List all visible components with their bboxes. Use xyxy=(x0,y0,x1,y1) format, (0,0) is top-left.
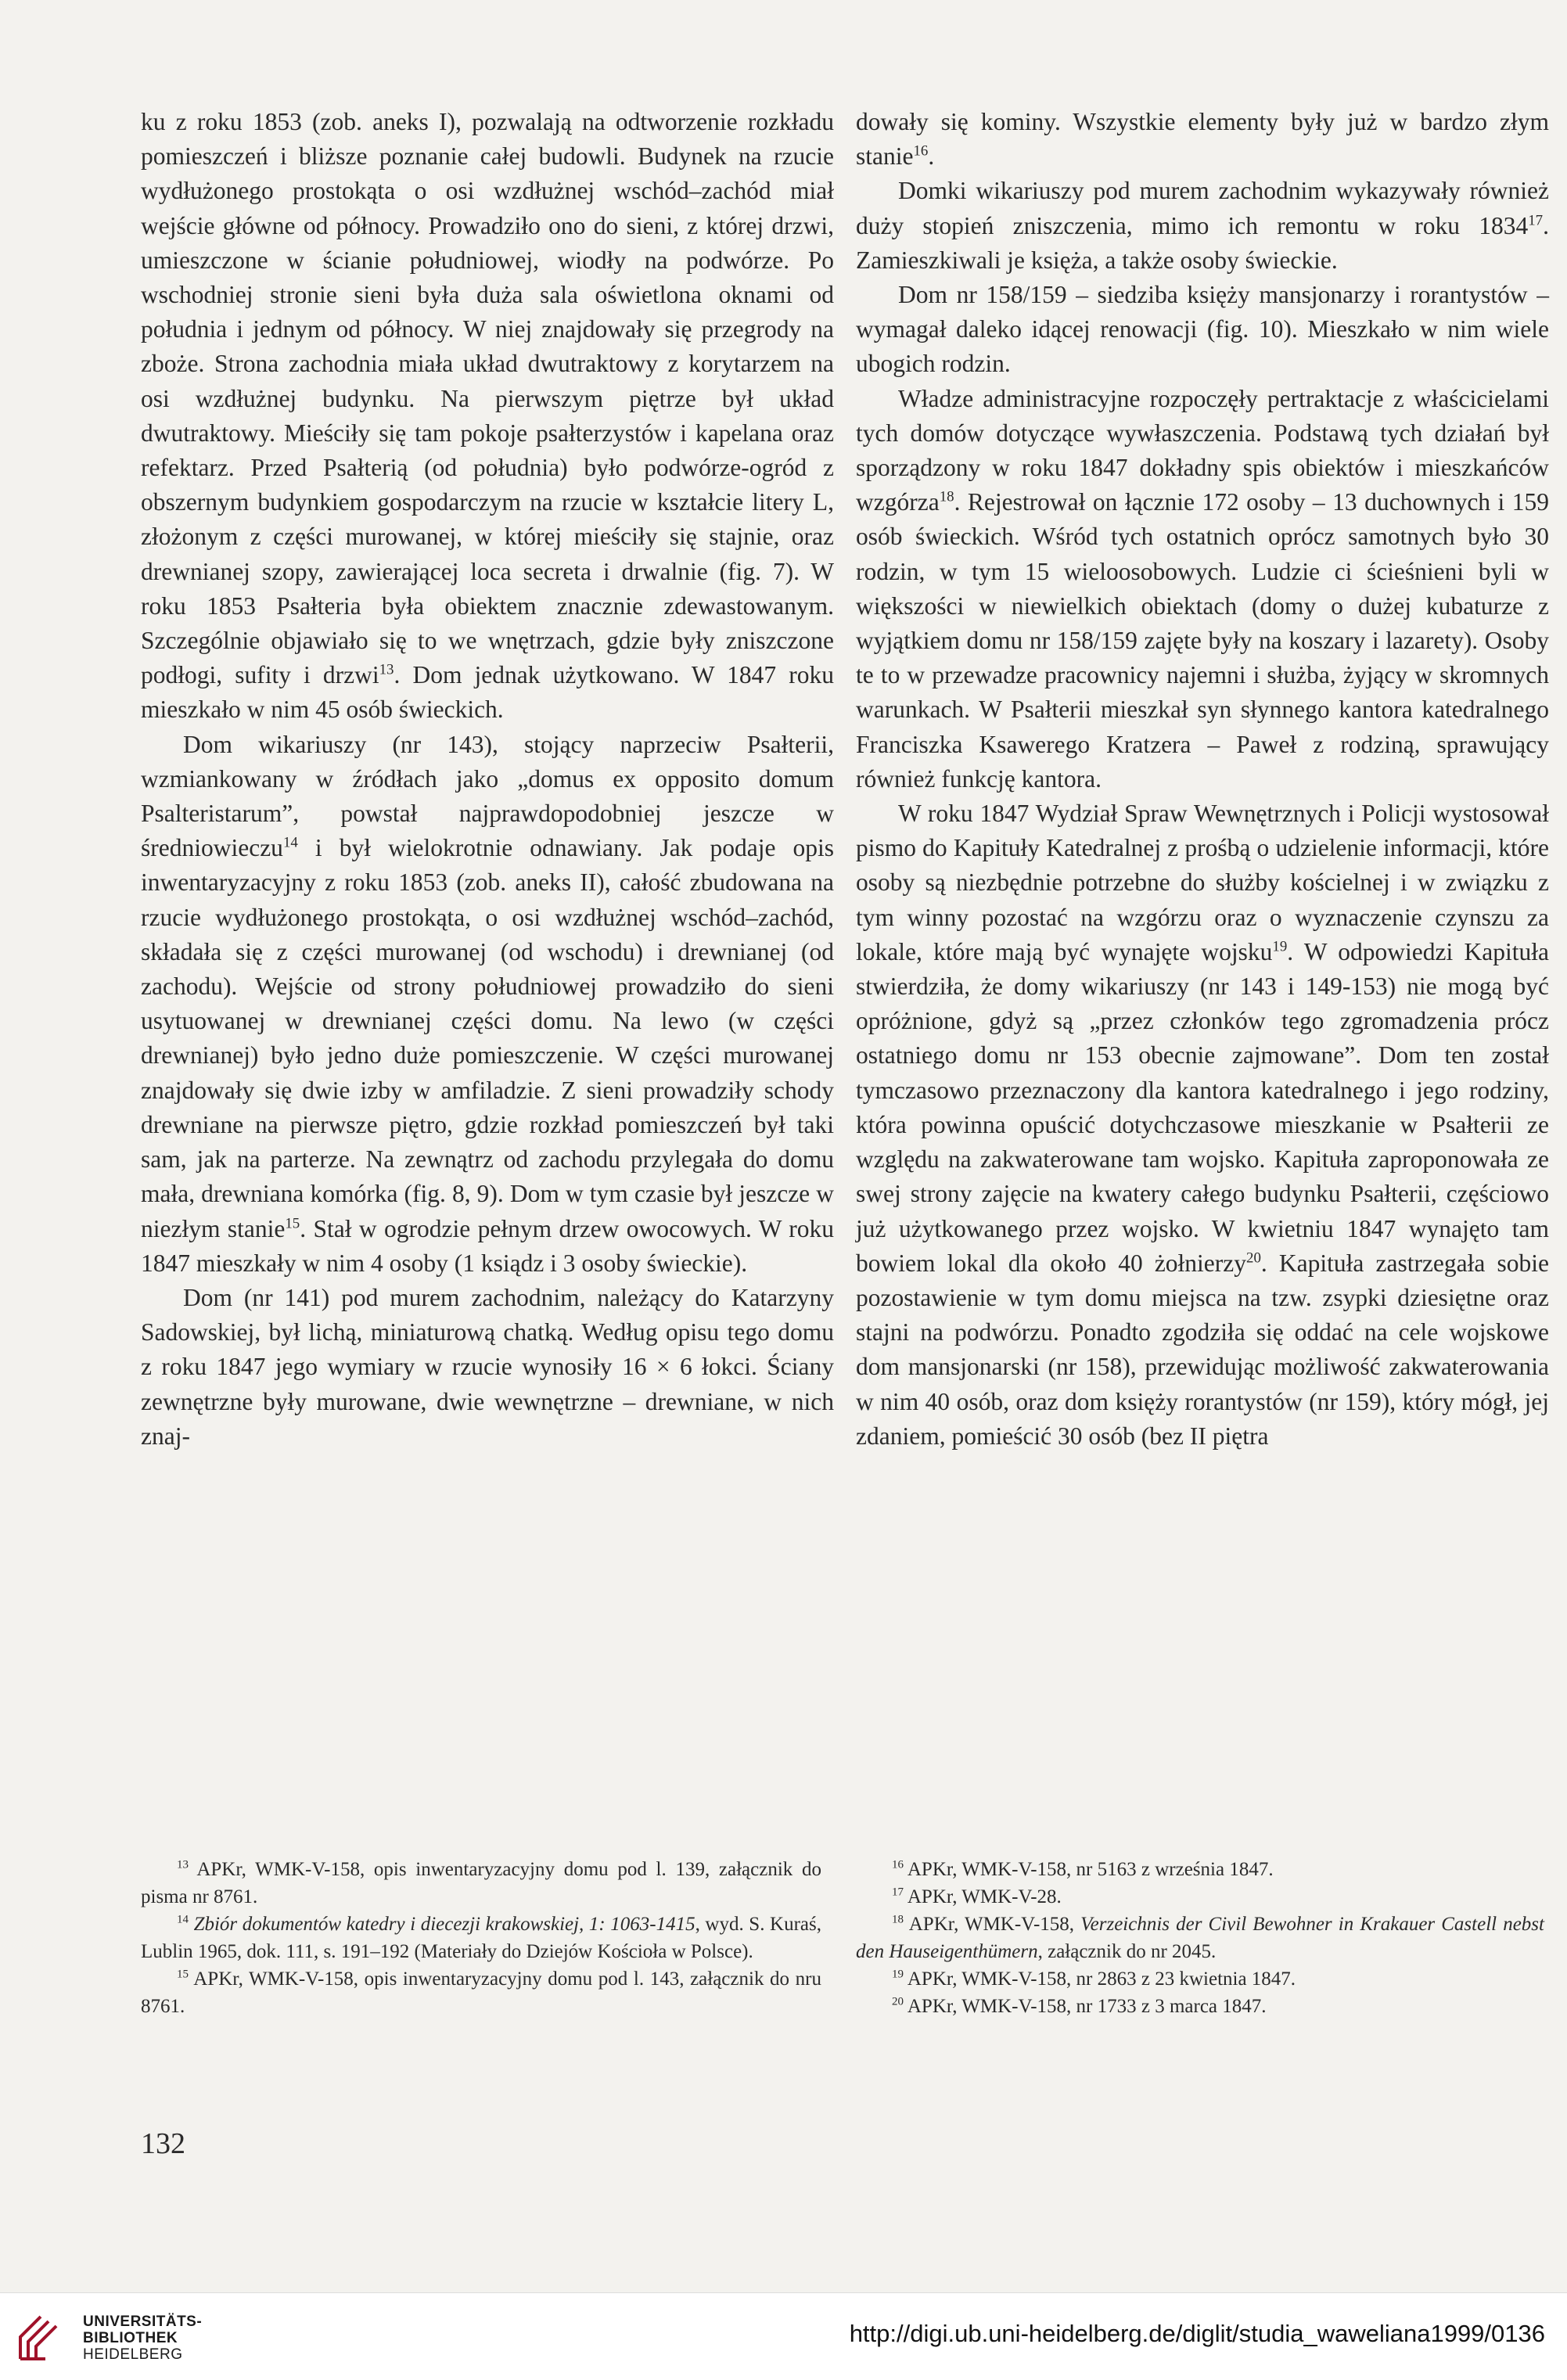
footnote: $^{14}$ Zbiór dokumentów katedry i diecezji krakowskiej, 1: 1063-1415, wyd. S. Kuraś, Lublin 1965, dok. 111, s. 191–192 (Materiały do Dziejów Kościoła w Polsce). xyxy=(141,1913,821,1962)
footnotes-left xyxy=(141,1856,821,2020)
footnote: $^{20}$ APKr, WMK-V-158, nr 1733 z 3 marca 1847. xyxy=(892,1995,1267,2017)
paragraph: dowały się kominy. Wszystkie elementy były już w bardzo złym stanie$^{16}$. xyxy=(856,108,1549,171)
footnote: $^{16}$ APKr, WMK-V-158, nr 5163 z września 1847. xyxy=(892,1858,1274,1880)
footnote-ref: 17 xyxy=(1528,212,1544,229)
paragraph: Domki wikariuszy pod murem zachodnim wykazywały również duży stopień zniszczenia, mimo ich remontu w roku 1834$^{17}$. Zamieszkiwali je księża, a także osoby świeckie. xyxy=(856,177,1549,274)
viewer-footer xyxy=(0,2292,1567,2380)
text-column-right xyxy=(856,105,1549,1454)
text-column-left xyxy=(141,105,834,1454)
footnote: $^{19}$ APKr, WMK-V-158, nr 2863 z 23 kwietnia 1847. xyxy=(892,1968,1296,1990)
footnote-ref: 16 xyxy=(913,142,929,160)
paragraph: ku z roku 1853 (zob. aneks I), pozwalają na odtworzenie rozkładu pomieszczeń i bliższe poznanie całej budowli. Budynek na rzucie wydłużonego prostokąta o osi wzdłużnej wschód–zachód miał wejście główne od północy. Prowadziło ono do sieni, z której drzwi, umieszczone w ścianie południowej, wiodły na podwórze. Po wschodniej stronie sieni była duża sala oświetlona oknami od południa i jednym od północy. W niej znajdowały się przegrody na zboże. Strona zachodnia miała układ dwutraktowy z korytarzem na osi wzdłużnej budynku. Na pierwszym piętrze był układ dwutraktowy. Mieściły się tam pokoje psałterzystów i kapelana oraz refektarz. Przed Psałterią (od południa) było podwórze-ogród z obszernym budynkiem gospodarczym na rzucie w kształcie litery L, złożonym z części murowanej, w której mieściły się stajnie, oraz drewnianej szopy, zawierającej loca secreta i drwalnie (fig. 7). W roku 1853 Psałteria była obiektem znacznie zdewastowanym. Szczególnie objawiało się to we wnętrzach, gdzie były zniszczone podłogi, sufity i drzwi$^{13}$. Dom jednak użytkowano. W 1847 roku mieszkało w nim 45 osób świeckich. xyxy=(141,108,834,724)
library-logo-icon[interactable] xyxy=(14,2310,69,2365)
footnote: $^{13}$ APKr, WMK-V-158, opis inwentaryzacyjny domu pod l. 139, załącznik do pisma nr 8761. xyxy=(141,1858,821,1907)
footnote-ref: 15 xyxy=(285,1215,300,1231)
footnote: $^{17}$ APKr, WMK-V-28. xyxy=(892,1886,1062,1907)
footnote-ref: 20 xyxy=(1246,1249,1261,1267)
footnote-ref: 18 xyxy=(939,488,954,505)
footnote-ref: 14 xyxy=(282,834,298,851)
paragraph: Dom (nr 141) pod murem zachodnim, należący do Katarzyny Sadowskiej, był lichą, miniaturową chatką. Według opisu tego domu z roku 1847 jego wymiary w rzucie wynosiły 16 × 6 łokci. Ściany zewnętrzne były murowane, dwie wewnętrzne – drewniane, w nich znaj- xyxy=(141,1283,834,1450)
paragraph: Władze administracyjne rozpoczęły pertraktacje z właścicielami tych domów dotyczące wywłaszczenia. Podstawą tych działań był sporządzony w roku 1847 dokładny spis obiektów i mieszkańców wzgórza$^{18}$. Rejestrował on łącznie 172 osoby – 13 duchownych i 159 osób świeckich. Wśród tych ostatnich oprócz samotnych było 30 rodzin, w tym 15 wieloosobowych. Ludzie ci ścieśnieni byli w większości w niewielkich obiektach (domy o dużej kubaturze z wyjątkiem domu nr 158/159 zajęte były na koszary i lazarety). Osoby te to w przewadze pracownicy najemni i służba, żyjący w skromnych warunkach. W Psałterii mieszkał syn słynnego kantora katedralnego Franciszka Ksawerego Kratzera – Paweł z rodziną, sprawujący również funkcję kantora. xyxy=(856,384,1549,793)
paragraph: W roku 1847 Wydział Spraw Wewnętrznych i Policji wystosował pismo do Kapituły Katedralnej z prośbą o udzielenie informacji, które osoby są niezbędnie potrzebne do służby kościelnej i w związku z tym winny pozostać na wzgórzu oraz o wyznaczenie czynszu za lokale, które mają być wynajęte wojsku$^{19}$. W odpowiedzi Kapituła stwierdziła, że domy wikariuszy (nr 143 i 149-153) nie mogą być opróżnione, gdyż są „przez członków tego zgromadzenia prócz ostatniego domu nr 153 obecnie zajmowane”. Dom ten został tymczasowo przeznaczony dla kantora katedralnego i jego rodziny, która powinna opuścić dotychczasowe mieszkanie w Psałterii ze względu na zakwaterowane tam wojsko. Kapituła zaproponowała ze swej strony zajęcie na kwatery całego budynku Psałterii, częściowo już użytkowanego przez wojsko. W kwietniu 1847 wynajęto tam bowiem lokal dla około 40 żołnierzy$^{20}$. Kapituła zastrzegała sobie pozostawienie w tym domu miejsca na tzw. zsypki dziesiętne oraz stajni na podwórzu. Ponadto zgodziła się oddać na cele wojskowe dom mansjonarski (nr 158), przewidując możliwość zakwaterowania w nim 40 osób, oraz dom księży rorantystów (nr 159), który mógł, jej zdaniem, pomieścić 30 osób (bez II piętra xyxy=(856,800,1550,1450)
source-url-link[interactable]: http://digi.ub.uni-heidelberg.de/diglit/studia_waweliana1999/0136 xyxy=(849,2320,1545,2347)
footnote: $^{18}$ APKr, WMK-V-158, Verzeichnis der Civil Bewohner in Krakauer Castell nebst den Hauseigenthümern, załącznik do nr 2045. xyxy=(856,1913,1544,1962)
footnote-ref: 13 xyxy=(379,661,394,678)
footnote: $^{15}$ APKr, WMK-V-158, opis inwentaryzacyjny domu pod l. 143, załącznik do nru 8761. xyxy=(141,1968,821,2017)
footnote-ref: 19 xyxy=(1272,938,1288,955)
paragraph: Dom nr 158/159 – siedziba księży mansjonarzy i rorantystów – wymagał daleko idącej renowacji (fig. 10). Mieszkało w nim wiele ubogich rodzin. xyxy=(856,281,1549,378)
library-name: UNIVERSITÄTS- BIBLIOTHEK HEIDELBERG xyxy=(83,2313,203,2363)
footnotes-right xyxy=(856,1856,1544,2020)
page-number: 132 xyxy=(141,2127,185,2160)
paragraph: Dom wikariuszy (nr 143), stojący naprzeciw Psałterii, wzmiankowany w źródłach jako „domus ex opposito domum Psalteristarum”, powstał najprawdopodobniej jeszcze w średniowieczu$^{14}$ i był wielokrotnie odnawiany. Jak podaje opis inwentaryzacyjny z roku 1853 (zob. aneks II), całość zbudowana na rzucie wydłużonego prostokąta, o osi wzdłużnej wschód–zachód, składała się z części murowanej (od wschodu) i drewnianej (od zachodu). Wejście od strony południowej prowadziło do sieni usytuowanej w drewnianej części domu. Na lewo (w części drewnianej) było jedno duże pomieszczenie. W części murowanej znajdowały się dwie izby w amfiladzie. Z sieni prowadziły schody drewniane na pierwsze piętro, gdzie rozkład pomieszczeń był taki sam, jak na parterze. Na zewnątrz od zachodu przylegała do domu mała, drewniana komórka (fig. 8, 9). Dom w tym czasie był jeszcze w niezłym stanie$^{15}$. Stał w ogrodzie pełnym drzew owocowych. W roku 1847 mieszkały w nim 4 osoby (1 ksiądz i 3 osoby świeckie). xyxy=(141,730,834,1277)
